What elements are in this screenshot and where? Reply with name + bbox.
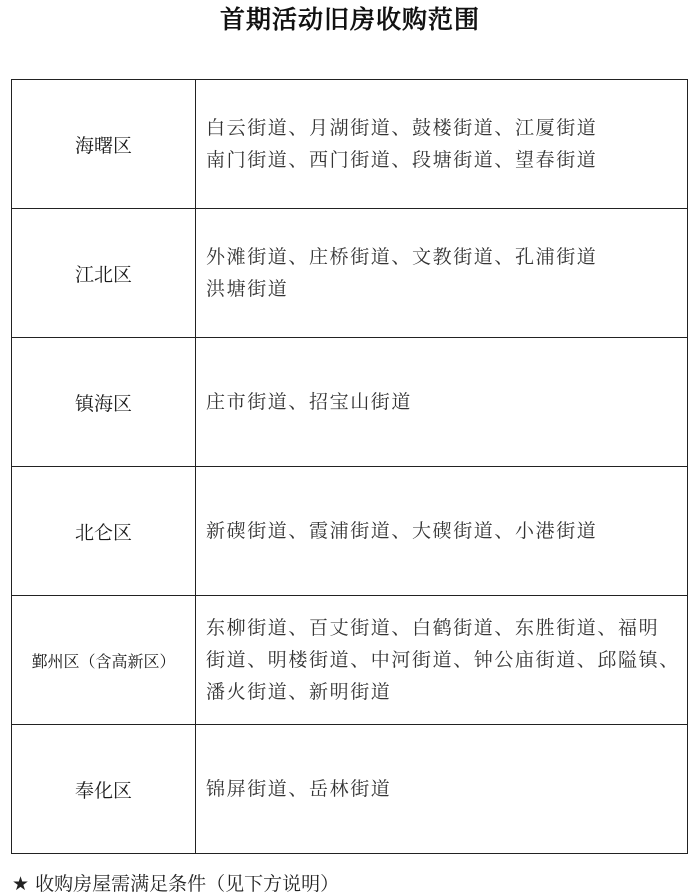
streets-cell <box>196 338 688 467</box>
purchase-range-table <box>11 79 688 854</box>
table-row <box>12 338 688 467</box>
footnote: ★ 收购房屋需满足条件（见下方说明） <box>12 873 340 895</box>
district-cell: 北仑区 <box>12 467 196 596</box>
page-title: 首期活动旧房收购范围 <box>219 5 480 34</box>
street-line: 外滩街道、庄桥街道、文教街道、孔浦街道 <box>206 246 598 268</box>
streets-cell <box>196 467 688 596</box>
street-line: 东柳街道、百丈街道、白鹤街道、东胜街道、福明 <box>206 617 660 639</box>
table-row <box>12 596 688 725</box>
street-line: 新碶街道、霞浦街道、大碶街道、小港街道 <box>206 520 598 542</box>
district-cell: 江北区 <box>12 209 196 338</box>
table-row <box>12 80 688 209</box>
street-line: 庄市街道、招宝山街道 <box>206 391 413 413</box>
table-row <box>12 209 688 338</box>
table-row <box>12 725 688 854</box>
district-cell: 鄞州区（含高新区） <box>12 596 196 725</box>
street-line: 潘火街道、新明街道 <box>206 681 392 703</box>
district-cell: 奉化区 <box>12 725 196 854</box>
street-line: 南门街道、西门街道、段塘街道、望春街道 <box>206 149 598 171</box>
street-line: 白云街道、月湖街道、鼓楼街道、江厦街道 <box>206 117 598 139</box>
street-line: 街道、明楼街道、中河街道、钟公庙街道、邱隘镇、 <box>206 649 680 671</box>
streets-cell <box>196 725 688 854</box>
street-line: 洪塘街道 <box>206 278 289 300</box>
table-row <box>12 467 688 596</box>
street-line: 锦屏街道、岳林街道 <box>206 778 392 800</box>
district-cell: 镇海区 <box>12 338 196 467</box>
streets-cell <box>196 209 688 338</box>
streets-cell <box>196 596 688 725</box>
streets-cell <box>196 80 688 209</box>
district-cell: 海曙区 <box>12 80 196 209</box>
